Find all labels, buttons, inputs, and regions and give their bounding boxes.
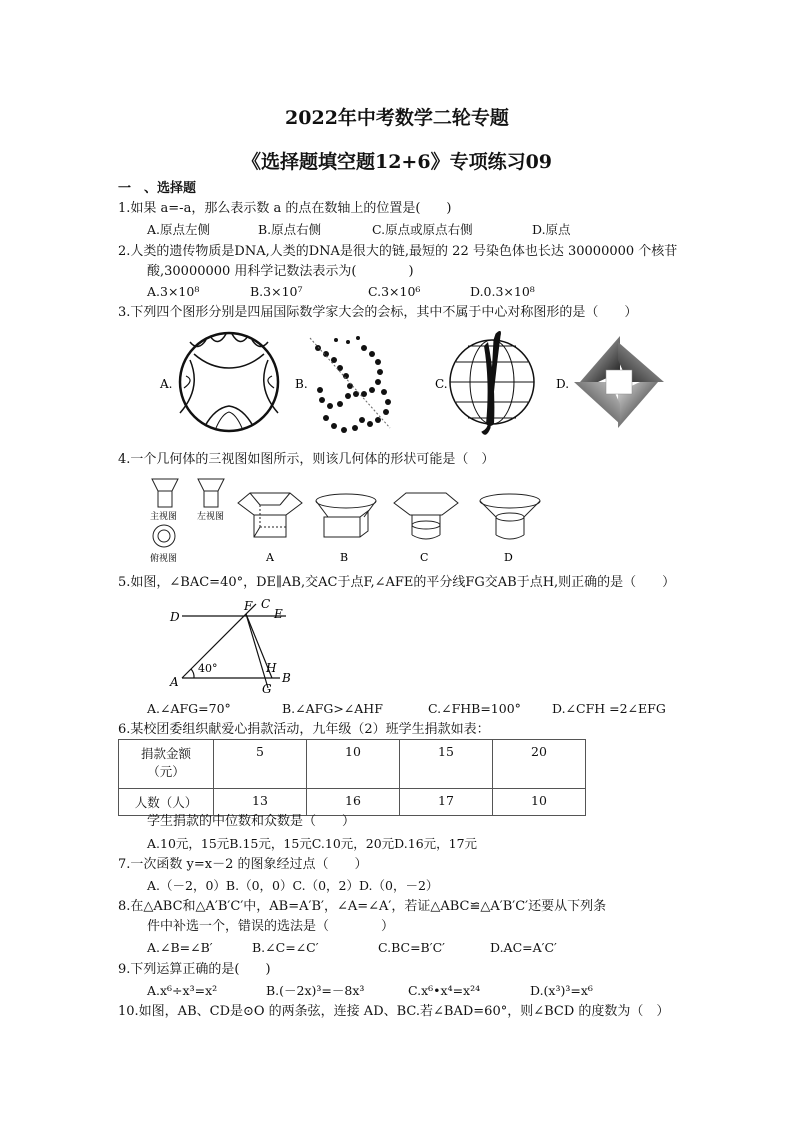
table-cell: 20: [493, 740, 586, 789]
q2-option-a: A.3×10⁸: [147, 284, 200, 299]
q5-stem: 5.如图，∠BAC=40°，DE∥AB,交AC于点F,∠AFE的平分线FG交AB于点H,则正确的是（ ）: [118, 575, 676, 590]
front-view-icon: [152, 479, 178, 507]
q2-stem-line1: 2.人类的遗传物质是DNA,人类的DNA是很大的链,最短的 22 号染色体也长达 30000000 个核苷: [118, 244, 678, 259]
q3-label-a: A.: [160, 377, 173, 391]
q3-label-b: B.: [295, 377, 308, 391]
q5-label-g: G: [262, 682, 272, 696]
q1-option-d: D.原点: [532, 222, 571, 237]
side-view-label: 左视图: [197, 512, 225, 522]
front-view-label: 主视图: [150, 512, 178, 522]
q5-label-f: F: [244, 599, 253, 613]
q5-lines: [182, 604, 286, 688]
table-cell: 15: [400, 740, 493, 789]
q3-stem: 3.下列四个图形分别是四届国际数学家大会的会标，其中不属于中心对称图形的是（ ）: [118, 305, 638, 320]
q9-stem: 9.下列运算正确的是( ): [118, 962, 271, 977]
amount-header-unit: （元）: [147, 764, 185, 779]
choice-b-solid-icon: [316, 494, 376, 537]
q8-option-b: B.∠C=∠C′: [252, 940, 319, 955]
logo-d-pinwheel: [574, 336, 664, 428]
choice-a-solid-icon: [238, 493, 302, 537]
table-cell: 16: [307, 789, 400, 816]
q8-option-c: C.BC=B′C′: [378, 940, 445, 955]
q2-stem-line2: 酸,30000000 用科学记数法表示为( ): [147, 264, 414, 279]
table-cell: 10: [307, 740, 400, 789]
amount-header: 捐款金额: [140, 746, 191, 761]
top-view-label: 俯视图: [150, 554, 178, 564]
q5-label-c: C: [261, 597, 271, 611]
q5-option-a: A.∠AFG=70°: [147, 701, 231, 716]
q3-logos-figure: [150, 328, 680, 440]
q5-label-b: B: [282, 671, 291, 685]
table-row: [119, 740, 586, 789]
q2-option-b: B.3×10⁷: [250, 284, 303, 299]
q5-label-d: D: [170, 610, 180, 624]
q10-stem: 10.如图，AB、CD是⊙O 的两条弦，连接 AD、BC.若∠BAD=60°，则∠BCD 的度数为（ ）: [118, 1004, 670, 1019]
q8-stem-line2: 件中补选一个，错误的选法是（ ）: [147, 919, 395, 934]
q3-label-c: C.: [435, 377, 448, 391]
side-view-icon: [198, 479, 224, 507]
q2-option-c: C.3×10⁶: [368, 284, 421, 299]
q9-option-b: B.(－2x)³=－8x³: [266, 983, 365, 998]
q4-views-figure: [140, 473, 560, 568]
q5-geometry-figure: [160, 596, 310, 696]
q5-option-c: C.∠FHB=100°: [428, 701, 521, 716]
q5-option-b: B.∠AFG>∠AHF: [282, 701, 383, 716]
q3-label-d: D.: [556, 377, 570, 391]
q9-option-d: D.(x³)³=x⁶: [530, 983, 593, 998]
doc-subtitle: 《选择题填空题12+6》专项练习09: [241, 151, 553, 173]
q1-option-c: C.原点或原点右侧: [372, 222, 473, 237]
q8-option-d: D.AC=A′C′: [490, 940, 557, 955]
logo-a-circle-arcs: [180, 333, 278, 431]
doc-title: 2022年中考数学二轮专题: [285, 107, 509, 129]
choice-d-label: D: [504, 551, 513, 564]
donation-table: [118, 739, 586, 816]
choice-c-solid-icon: [394, 493, 458, 539]
table-header-cell: [119, 740, 214, 789]
q9-option-a: A.x⁶÷x³=x²: [147, 983, 218, 998]
table-cell: 17: [400, 789, 493, 816]
count-header: 人数（人）: [119, 789, 214, 816]
choice-d-solid-icon: [480, 494, 540, 539]
q4-stem: 4.一个几何体的三视图如图所示，则该几何体的形状可能是（ ）: [118, 452, 495, 467]
table-row: [119, 789, 586, 816]
q5-option-d: D.∠CFH =2∠EFG: [552, 701, 666, 716]
q6-stem: 6.某校团委组织献爱心捐款活动，九年级（2）班学生捐款如表：: [118, 722, 490, 737]
q5-label-e: E: [274, 607, 283, 621]
q6-question: 学生捐款的中位数和众数是（ ）: [147, 814, 356, 829]
q5-label-a: A: [170, 675, 179, 689]
q1-option-a: A.原点左侧: [147, 222, 211, 237]
choice-c-label: C: [420, 551, 429, 564]
q9-option-c: C.x⁶•x⁴=x²⁴: [408, 983, 481, 998]
q1-option-b: B.原点右侧: [258, 222, 322, 237]
q5-angle-label: 40°: [198, 662, 218, 675]
logo-c-globe: [450, 331, 534, 434]
q5-label-h: H: [266, 661, 277, 675]
top-view-icon: [153, 525, 175, 547]
logo-b-dots: [315, 336, 391, 433]
section-heading: 一 、选择题: [118, 181, 197, 196]
q6-options: A.10元，15元B.15元，15元C.10元，20元D.16元，17元: [147, 836, 478, 851]
q1-stem: 1.如果 a=-a，那么表示数 a 的点在数轴上的位置是( ): [118, 201, 452, 216]
table-cell: 10: [493, 789, 586, 816]
choice-b-label: B: [340, 551, 349, 564]
q7-stem: 7.一次函数 y=x－2 的图象经过点（ ）: [118, 857, 368, 872]
q7-options: A.（－2，0）B.（0，0）C.（0，2）D.（0，－2）: [147, 878, 439, 893]
table-cell: 13: [214, 789, 307, 816]
q2-option-d: D.0.3×10⁸: [470, 284, 535, 299]
choice-a-label: A: [266, 551, 274, 564]
table-cell: 5: [214, 740, 307, 789]
q8-option-a: A.∠B=∠B′: [147, 940, 213, 955]
q8-stem-line1: 8.在△ABC和△A′B′C′中，AB=A′B′，∠A=∠A′，若证△ABC≌△A′B′C′还要从下列条: [118, 899, 607, 914]
